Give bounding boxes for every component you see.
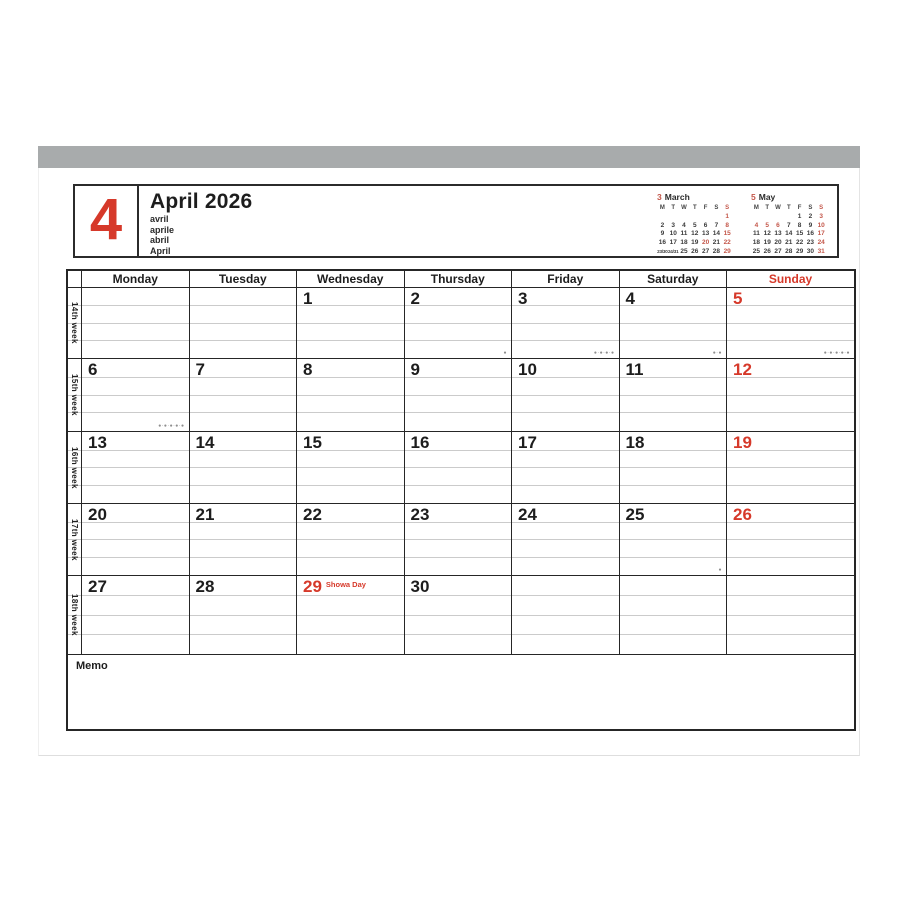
mini-day xyxy=(783,213,794,222)
week-label xyxy=(68,288,82,359)
mini-day: 29 xyxy=(795,247,804,255)
date-number: 25 xyxy=(625,505,645,524)
corner-cell xyxy=(68,271,82,288)
mini-day: 18 xyxy=(752,239,761,247)
mini-day: 6 xyxy=(703,221,708,229)
calendar-cell-empty xyxy=(82,288,190,359)
mini-day: 29 xyxy=(723,247,731,255)
month-title: April 2026 xyxy=(150,190,253,213)
mini-day: 4 xyxy=(754,221,759,229)
date-number: 21 xyxy=(195,505,215,524)
calendar-grid xyxy=(66,269,856,731)
week-label xyxy=(68,504,82,576)
calendar-cell-apr-10 xyxy=(512,359,620,432)
mini-day: 22 xyxy=(723,239,731,247)
date-number: 28 xyxy=(195,577,215,596)
holiday-marks: ● xyxy=(503,350,507,356)
date-number: 14 xyxy=(195,433,215,452)
calendar-cell-apr-25 xyxy=(620,504,728,576)
mini-day: 25 xyxy=(752,247,761,255)
date-number: 23 xyxy=(410,505,430,524)
mini-day xyxy=(679,213,690,222)
mini-day: 17 xyxy=(669,239,677,247)
mini-day: 27 xyxy=(701,247,710,255)
calendar-cell-apr-24 xyxy=(512,504,620,576)
date-number: 26 xyxy=(733,505,752,524)
mini-day: 2 xyxy=(808,212,813,220)
calendar-cell-apr-2 xyxy=(405,288,513,359)
mini-day-header: T xyxy=(786,205,791,211)
mini-calendar-title xyxy=(657,192,733,202)
date-number: 7 xyxy=(195,360,205,379)
mini-day: 24 xyxy=(817,239,825,247)
mini-day xyxy=(657,213,668,222)
mini-calendar-march xyxy=(657,192,733,256)
date-number: 22 xyxy=(303,505,322,524)
date-number: 13 xyxy=(88,433,107,452)
mini-day: 13 xyxy=(701,230,710,238)
day-header-wednesday: Wednesday xyxy=(297,271,405,288)
week-label-text: 17th week xyxy=(70,518,79,561)
calendar-cell-apr-11 xyxy=(620,359,728,432)
mini-day: 2 xyxy=(660,221,665,229)
calendar-cell-apr-8 xyxy=(297,359,405,432)
mini-day: 25 xyxy=(680,247,688,255)
mini-day xyxy=(668,213,679,222)
mini-day: 28 xyxy=(712,247,720,255)
calendar-cell-empty xyxy=(190,288,298,359)
date-number: 27 xyxy=(88,577,107,596)
calendar-cell-apr-14 xyxy=(190,432,298,504)
mini-day-header: S xyxy=(808,205,813,211)
calendar-cell-apr-15 xyxy=(297,432,405,504)
holiday-note: Showa Day xyxy=(325,580,366,589)
mini-day: 26 xyxy=(763,247,771,255)
mini-day-header: M xyxy=(659,205,665,211)
date-number: 17 xyxy=(518,433,537,452)
calendar-cell-apr-9 xyxy=(405,359,513,432)
day-header-tuesday: Tuesday xyxy=(190,271,298,288)
date-number: 5 xyxy=(733,289,743,308)
mini-day: 17 xyxy=(817,230,825,238)
mini-month-number: 5 xyxy=(751,192,756,202)
date-number: 18 xyxy=(625,433,645,452)
mini-day-header: W xyxy=(681,205,687,211)
mini-day: 3 xyxy=(819,212,823,220)
mini-month-name: March xyxy=(664,192,690,202)
week-label-text: 16th week xyxy=(70,446,79,489)
calendar-cell-apr-23 xyxy=(405,504,513,576)
mini-day: 12 xyxy=(763,230,771,238)
month-subtitle: April xyxy=(150,245,171,256)
month-subtitle: avril xyxy=(150,214,169,225)
calendar-cell-apr-30 xyxy=(405,576,513,655)
mini-day: 16 xyxy=(658,239,667,247)
mini-day: 9 xyxy=(660,230,665,238)
mini-day xyxy=(700,213,711,222)
mini-day: 9 xyxy=(808,221,813,229)
mini-day: 14 xyxy=(785,230,793,238)
calendar-cell-apr-18 xyxy=(620,432,728,504)
mini-day-header: T xyxy=(765,205,770,211)
mini-day: 1 xyxy=(725,212,729,220)
mini-day xyxy=(762,213,773,222)
mini-day-header: F xyxy=(797,205,802,211)
date-number: 9 xyxy=(410,360,420,379)
mini-day-header: W xyxy=(775,205,781,211)
mini-day: 11 xyxy=(752,230,760,238)
calendar-cell-apr-21 xyxy=(190,504,298,576)
date-number: 11 xyxy=(625,360,644,379)
date-number: 15 xyxy=(303,433,322,452)
calendar-cell-apr-17 xyxy=(512,432,620,504)
calendar-cell-apr-13 xyxy=(82,432,190,504)
day-header-monday: Monday xyxy=(82,271,190,288)
memo-label: Memo xyxy=(76,660,108,672)
date-number: 3 xyxy=(518,289,528,308)
week-label xyxy=(68,576,82,655)
mini-day xyxy=(689,213,700,222)
mini-day-header: S xyxy=(725,205,730,211)
mini-day: 31 xyxy=(817,247,825,255)
mini-day xyxy=(711,213,722,222)
mini-calendar-days xyxy=(751,204,827,257)
calendar-cell-empty xyxy=(512,576,620,655)
calendar-cell-apr-3 xyxy=(512,288,620,359)
date-number: 12 xyxy=(733,360,752,379)
date-number: 24 xyxy=(518,505,537,524)
calendar-cell-empty xyxy=(727,576,854,655)
mini-day: 20 xyxy=(774,239,782,247)
calendar-cell-apr-7 xyxy=(190,359,298,432)
calendar-cell-empty xyxy=(620,576,728,655)
week-label-text: 18th week xyxy=(70,594,79,636)
mini-calendar-may xyxy=(751,192,827,256)
day-header-sunday: Sunday xyxy=(727,271,854,288)
mini-day: 14 xyxy=(712,230,720,238)
calendar-cell-apr-12 xyxy=(727,359,854,432)
calendar-cell-apr-28 xyxy=(190,576,298,655)
date-number: 4 xyxy=(625,289,635,308)
mini-day: 15 xyxy=(723,230,731,238)
mini-day: 18 xyxy=(680,239,688,247)
calendar-cell-apr-26 xyxy=(727,504,854,576)
mini-day: 26 xyxy=(691,247,699,255)
holiday-marks: ●·●·●·● xyxy=(593,350,615,356)
mini-day: 10 xyxy=(669,230,677,238)
holiday-marks: ● xyxy=(718,567,722,573)
mini-day: 15 xyxy=(795,230,804,238)
month-title-block xyxy=(139,186,252,256)
mini-day: 13 xyxy=(774,230,782,238)
mini-day: 6 xyxy=(776,221,780,229)
mini-day-header: S xyxy=(819,205,824,211)
calendar-cell-apr-5 xyxy=(727,288,854,359)
mini-day: 1 xyxy=(797,212,802,220)
week-label-text: 15th week xyxy=(70,374,79,416)
mini-month-name: May xyxy=(758,192,776,202)
mini-day: 5 xyxy=(765,221,769,229)
mini-day: 12 xyxy=(691,230,699,238)
mini-day: 7 xyxy=(786,221,791,229)
date-number: 29 xyxy=(303,577,322,596)
mini-day: 16 xyxy=(806,230,814,238)
mini-day: 22 xyxy=(795,239,804,247)
month-subtitle: aprile xyxy=(150,224,175,235)
calendar-cell-apr-6 xyxy=(82,359,190,432)
mini-day: 23/30 xyxy=(657,248,668,254)
mini-day-header: F xyxy=(703,205,708,211)
mini-day: 7 xyxy=(714,221,719,229)
day-header-saturday: Saturday xyxy=(620,271,728,288)
calendar-cell-apr-19 xyxy=(727,432,854,504)
mini-day: 27 xyxy=(774,247,782,255)
mini-day: 21 xyxy=(712,239,720,247)
day-header-friday: Friday xyxy=(512,271,620,288)
mini-day: 10 xyxy=(817,221,825,229)
calendar-cell-apr-1 xyxy=(297,288,405,359)
date-number: 19 xyxy=(733,433,752,452)
week-label xyxy=(68,359,82,432)
mini-day xyxy=(751,213,762,222)
week-label-text: 14th week xyxy=(70,302,79,344)
mini-day: 8 xyxy=(725,221,729,229)
mini-day-header: T xyxy=(692,205,697,211)
month-subtitles xyxy=(150,214,252,256)
mini-day: 28 xyxy=(785,247,793,255)
mini-day: 5 xyxy=(692,221,697,229)
mini-day: 11 xyxy=(680,230,688,238)
date-number: 30 xyxy=(410,577,430,596)
calendar-cell-apr-29 xyxy=(297,576,405,655)
mini-day xyxy=(773,213,784,222)
mini-month-number: 3 xyxy=(657,192,662,202)
calendar-cell-apr-16 xyxy=(405,432,513,504)
date-number: 2 xyxy=(410,289,420,308)
month-number-cell xyxy=(75,186,139,256)
holiday-marks: ●·● xyxy=(712,350,722,356)
mini-day-header: T xyxy=(671,205,676,211)
holiday-marks: ●·●·●·●·● xyxy=(158,423,185,429)
date-number: 20 xyxy=(88,505,107,524)
calendar-cell-apr-4 xyxy=(620,288,728,359)
mini-calendar-title xyxy=(751,192,827,202)
calendar-page xyxy=(38,168,860,756)
mini-day: 23 xyxy=(806,239,814,247)
mini-calendars xyxy=(657,186,837,256)
mini-day: 30 xyxy=(806,247,814,255)
mini-day: 4 xyxy=(682,221,686,229)
calendar-cell-apr-22 xyxy=(297,504,405,576)
mini-day-header: M xyxy=(753,205,759,211)
mini-day: 21 xyxy=(785,239,793,247)
date-number: 6 xyxy=(88,360,98,379)
month-header xyxy=(73,184,839,258)
mini-day: 24/31 xyxy=(667,248,679,254)
mini-day-header: S xyxy=(714,205,719,211)
mini-day: 19 xyxy=(763,239,771,247)
date-number: 10 xyxy=(518,360,537,379)
mini-calendar-days xyxy=(657,204,733,257)
date-number: 16 xyxy=(410,433,430,452)
mini-day: 3 xyxy=(671,221,675,229)
date-number: 8 xyxy=(303,360,313,379)
month-number: 4 xyxy=(89,187,123,252)
calendar-binding-bar xyxy=(38,146,860,168)
calendar-cell-apr-20 xyxy=(82,504,190,576)
holiday-marks: ●·●·●·●·● xyxy=(823,350,850,356)
week-label xyxy=(68,432,82,504)
month-subtitle: abril xyxy=(150,235,170,246)
mini-day: 19 xyxy=(691,239,699,247)
mini-day: 20 xyxy=(701,239,710,247)
calendar-cell-apr-27 xyxy=(82,576,190,655)
day-header-thursday: Thursday xyxy=(405,271,513,288)
date-number: 1 xyxy=(303,289,313,308)
mini-day: 8 xyxy=(797,221,802,229)
